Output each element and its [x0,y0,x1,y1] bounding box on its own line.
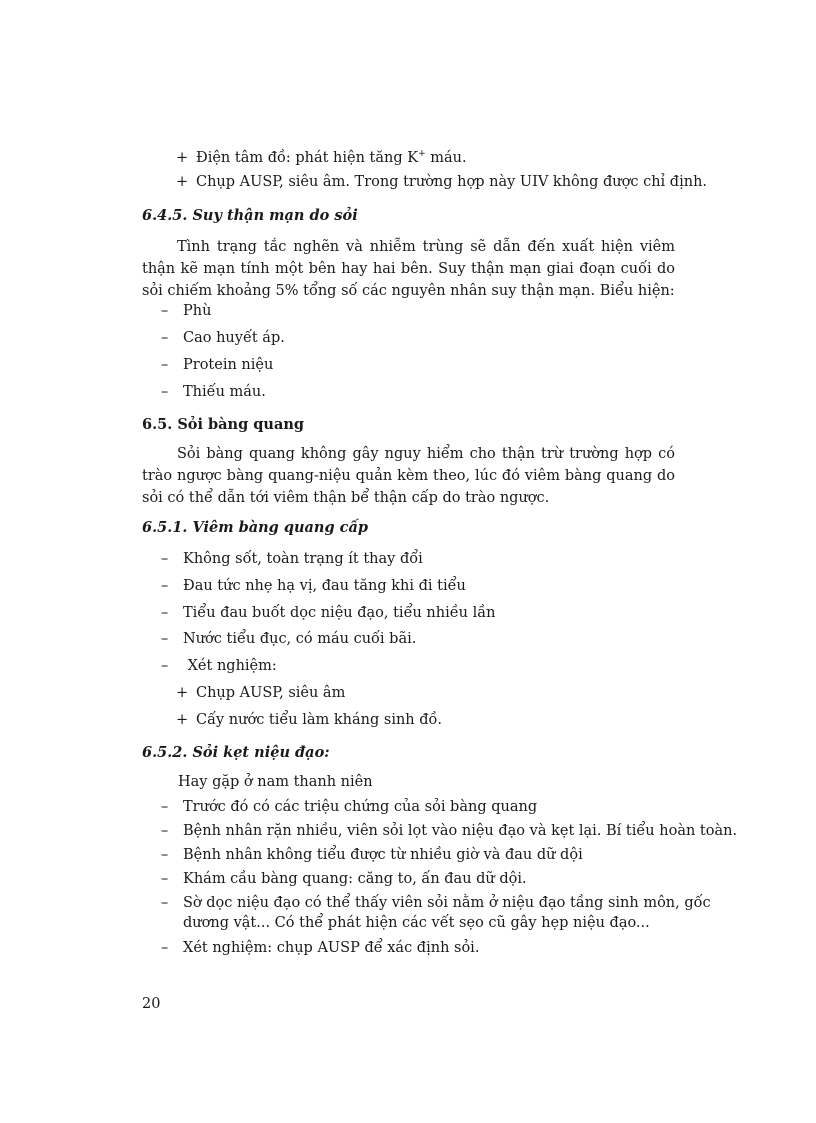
list-item: – Xét nghiệm: [161,658,277,674]
list-item: – Trước đó có các triệu chứng của sỏi bàng quang [161,799,538,815]
list-item-continuation: dương vật... Có thể phát hiện các vết sẹo cũ gây hẹp niệu đạo... [183,915,650,931]
paragraph-line: Hay gặp ở nam thanh niên [178,774,373,790]
list-item: – Bệnh nhân không tiểu được từ nhiều giờ và đau dữ dội [161,847,583,863]
list-item: – Phù [161,303,212,319]
section-heading: 6.5.1. Viêm bàng quang cấp [142,519,369,536]
list-item: – Protein niệu [161,357,274,373]
list-item: – Sờ dọc niệu đạo có thể thấy viên sỏi nằm ở niệu đạo tầng sinh môn, gốc [161,895,711,911]
list-item: – Cao huyết áp. [161,330,285,346]
list-item: – Bệnh nhân rặn nhiều, viên sỏi lọt vào niệu đạo và kẹt lại. Bí tiểu hoàn toàn. [161,823,738,839]
section-heading: 6.5.2. Sỏi kẹt niệu đạo: [142,744,330,761]
plus-item: + Cấy nước tiểu làm kháng sinh đồ. [176,712,443,728]
list-item: – Thiếu máu. [161,384,266,400]
page-number: 20 [142,996,161,1012]
paragraph: Sỏi bàng quang không gây nguy hiểm cho thận trừ trường hợp có trào ngược bàng quang-niệu quản kèm theo, lúc đó viêm bàng quang do sỏi có thể dẫn tới viêm thận bể thận cấp do trào ngược. [142,446,675,506]
plus-item: + Điện tâm đồ: phát hiện tăng K+ máu. [176,149,467,166]
list-item: – Khám cầu bàng quang: căng to, ấn đau dữ dội. [161,871,527,887]
section-heading: 6.4.5. Suy thận mạn do sỏi [142,207,358,224]
paragraph: Tình trạng tắc nghẽn và nhiễm trùng sẽ dẫn đến xuất hiện viêm thận kẽ mạn tính một bên hay hai bên. Suy thận mạn giai đoạn cuối do sỏi chiếm khoảng 5% tổng số các nguyên nhân suy thận mạn. Biểu hiện: [142,239,675,299]
list-item: – Nước tiểu đục, có máu cuối bãi. [161,631,417,647]
section-heading: 6.5. Sỏi bàng quang [142,416,305,433]
list-item: – Đau tức nhẹ hạ vị, đau tăng khi đi tiểu [161,578,466,594]
list-item: – Tiểu đau buốt dọc niệu đạo, tiểu nhiều lần [161,605,496,621]
list-item: – Không sốt, toàn trạng ít thay đổi [161,551,423,567]
plus-item: + Chụp AUSP, siêu âm [176,685,346,701]
list-item: – Xét nghiệm: chụp AUSP để xác định sỏi. [161,940,480,956]
plus-item: + Chụp AUSP, siêu âm. Trong trường hợp này UIV không được chỉ định. [176,174,708,190]
